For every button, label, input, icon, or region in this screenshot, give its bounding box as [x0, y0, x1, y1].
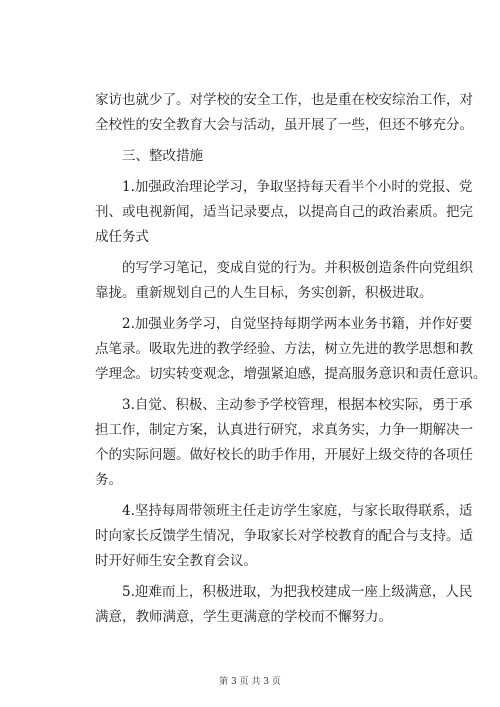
body-line: 时开好师生安全教育会议。	[95, 553, 257, 569]
body-line: 满意，教师满意，学生更满意的学校而不懈努力。	[95, 609, 392, 625]
body-line: 4.坚持每周带领班主任走访学生家庭，与家长取得联系，适	[122, 503, 473, 519]
body-line: 学理念。切实转变观念，增强紧迫感，提高服务意识和责任意识。	[95, 366, 487, 382]
document-body	[95, 88, 487, 630]
body-line: 全校性的安全教育大会与活动，虽开展了一些，但还不够充分。	[95, 117, 473, 133]
body-line: 成任务式	[95, 229, 149, 245]
body-line: 1.加强政治理论学习，争取坚持每天看半个小时的党报、党	[122, 179, 473, 195]
page-number-footer: 第 3 页 共 3 页	[219, 677, 281, 687]
body-line: 个的实际问题。做好校长的助手作用，开展好上级交待的各项任	[95, 447, 473, 463]
section-heading: 三、整改措施	[122, 148, 203, 164]
body-line: 刊、或电视新闻，适当记录要点，以提高自己的政治素质。把完	[95, 204, 473, 220]
body-line: 务。	[95, 472, 122, 488]
body-line: 2.加强业务学习，自觉坚持每期学两本业务书籍，并作好要	[122, 316, 473, 332]
body-line: 5.迎难而上，积极进取，为把我校建成一座上级满意，人民	[122, 584, 473, 600]
body-line: 家访也就少了。对学校的安全工作，也是重在校安综治工作，对	[95, 92, 473, 108]
body-line: 靠拢。重新规划自己的人生目标，务实创新，积极进取。	[95, 285, 433, 301]
body-line: 担工作，制定方案，认真进行研究，求真务实，力争一期解决一	[95, 422, 473, 438]
body-line: 时向家长反馈学生情况，争取家长对学校教育的配合与支持。适	[95, 528, 473, 544]
body-line: 3.自觉、积极、主动参予学校管理，根据本校实际，勇于承	[122, 397, 473, 413]
body-line: 点笔录。吸取先进的教学经验、方法，树立先进的教学思想和教	[95, 341, 473, 357]
body-line: 的写学习笔记，变成自觉的行为。并积极创造条件向党组织	[122, 260, 473, 276]
